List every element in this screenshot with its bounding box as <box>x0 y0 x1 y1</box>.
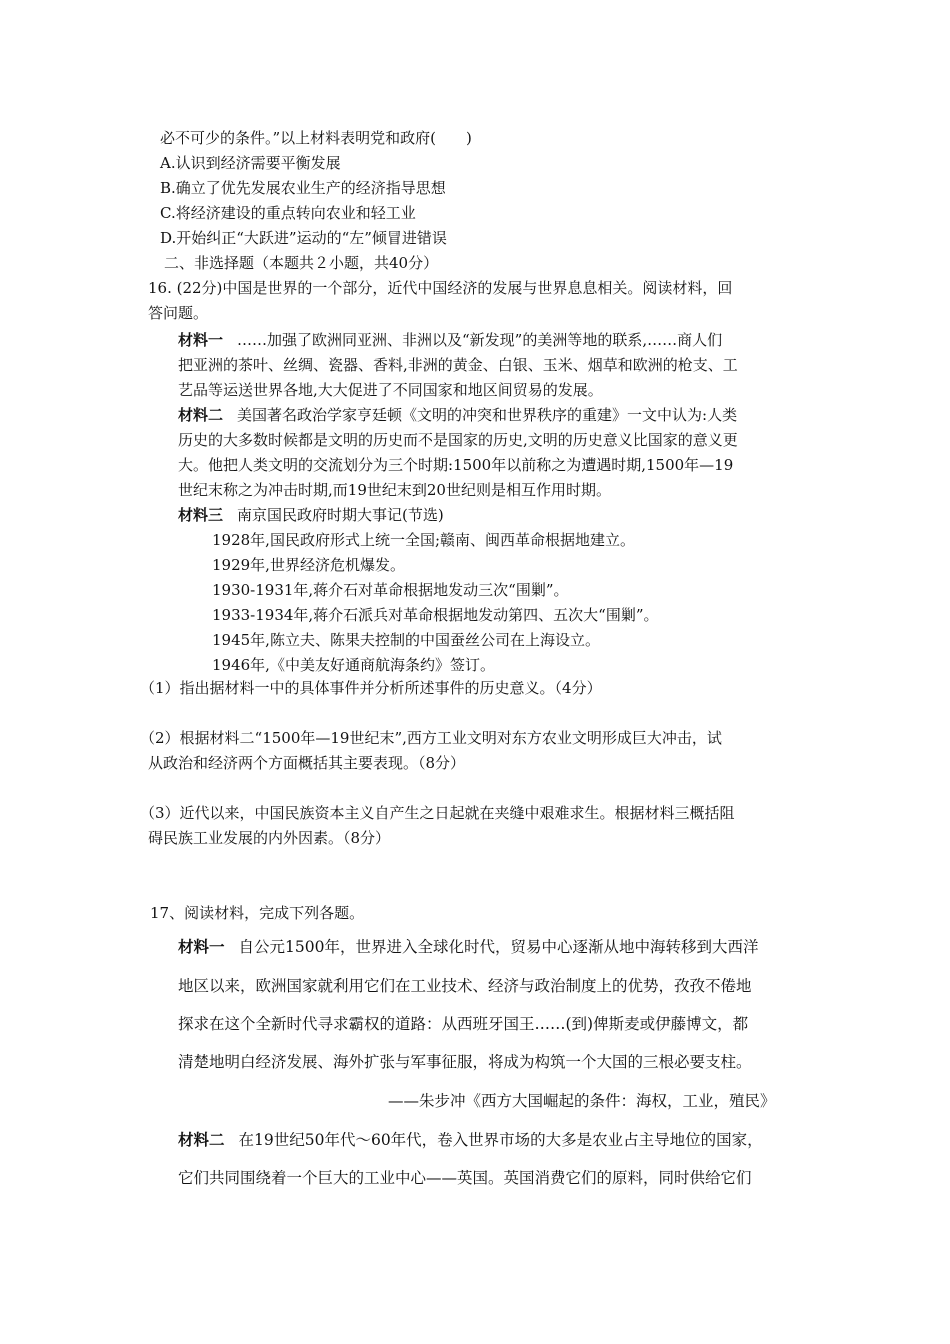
section-heading: 二、非选择题（本题共２小题，共40分） <box>164 254 439 272</box>
q16-event-1929: 1929年,世界经济危机爆发。 <box>212 556 405 574</box>
q17-material1-line4: 清楚地明白经济发展、海外扩张与军事征服，将成为构筑一个大国的三根必要支柱。 <box>178 1053 752 1071</box>
q16-event-1930: 1930-1931年,蒋介石对革命根据地发动三次“围剿”。 <box>212 581 569 599</box>
q17-material1-line3: 探求在这个全新时代寻求霸权的道路：从西班牙国王……(到)俾斯麦或伊藤博文，都 <box>178 1015 749 1033</box>
q16-material2-line1 <box>178 405 737 425</box>
q16-material2-label: 材料二 <box>178 406 224 424</box>
q17-material1-source: ——朱步冲《西方大国崛起的条件：海权，工业，殖民》 <box>388 1092 776 1110</box>
q17-material1-line2: 地区以来，欧洲国家就利用它们在工业技术、经济与政治制度上的优势，孜孜不倦地 <box>178 977 752 995</box>
q17-material1-text: 自公元1500年，世界进入全球化时代，贸易中心逐渐从地中海转移到大西洋 <box>238 938 759 956</box>
q16-material3-title-line <box>178 505 444 525</box>
q16-stem-line1: 16. (22分)中国是世界的一个部分，近代中国经济的发展与世界息息相关。阅读材料，回 <box>148 279 733 297</box>
q16-material1-line2: 把亚洲的茶叶、丝绸、瓷器、香料,非洲的黄金、白银、玉米、烟草和欧洲的枪支、工 <box>178 356 738 374</box>
q17-material2-label: 材料二 <box>178 1130 225 1149</box>
q17-stem: 17、阅读材料，完成下列各题。 <box>150 904 365 922</box>
q16-subquestion-2-line2: 从政治和经济两个方面概括其主要表现。（8分） <box>148 754 466 772</box>
q16-material1-line1 <box>178 330 722 350</box>
q15-option-a: A.认识到经济需要平衡发展 <box>160 154 341 172</box>
q16-stem-line2: 答问题。 <box>148 304 209 322</box>
q16-event-1933: 1933-1934年,蒋介石派兵对革命根据地发动第四、五次大“围剿”。 <box>212 606 659 624</box>
q15-option-c: C.将经济建设的重点转向农业和轻工业 <box>160 204 416 222</box>
q17-material1-line1 <box>178 937 758 957</box>
q16-event-1946: 1946年,《中美友好通商航海条约》签订。 <box>212 656 495 674</box>
q16-material2-line2: 历史的大多数时候都是文明的历史而不是国家的历史,文明的历史意义比国家的意义更 <box>178 431 738 449</box>
q16-material1-label: 材料一 <box>178 331 224 349</box>
q17-material2-text: 在19世纪50年代～60年代，卷入世界市场的大多是农业占主导地位的国家， <box>238 1131 763 1149</box>
q16-material1-text: ……加强了欧洲同亚洲、非洲以及“新发现”的美洲等地的联系,……商人们 <box>237 331 723 349</box>
q16-subquestion-3-line1: （3）近代以来，中国民族资本主义自产生之日起就在夹缝中艰难求生。根据材料三概括阻 <box>140 804 735 822</box>
q17-material1-label: 材料一 <box>178 937 225 956</box>
q16-event-1928: 1928年,国民政府形式上统一全国;赣南、闽西革命根据地建立。 <box>212 531 635 549</box>
q16-material1-line3: 艺品等运送世界各地,大大促进了不同国家和地区间贸易的发展。 <box>178 381 603 399</box>
q16-subquestion-1: （1）指出据材料一中的具体事件并分析所述事件的历史意义。（4分） <box>140 679 602 697</box>
q15-option-d: D.开始纠正“大跃进”运动的“左”倾冒进错误 <box>160 229 447 247</box>
q17-material2-line2: 它们共同围绕着一个巨大的工业中心——英国。英国消费它们的原料，同时供给它们 <box>178 1169 752 1187</box>
q16-event-1945: 1945年,陈立夫、陈果夫控制的中国蚕丝公司在上海设立。 <box>212 631 600 649</box>
q16-material2-text: 美国著名政治学家亨廷顿《文明的冲突和世界秩序的重建》一文中认为:人类 <box>237 406 738 424</box>
q17-material2-line1 <box>178 1130 763 1150</box>
q16-material3-label: 材料三 <box>178 506 224 524</box>
q16-subquestion-3-line2: 碍民族工业发展的内外因素。（8分） <box>148 829 391 847</box>
q15-option-b: B.确立了优先发展农业生产的经济指导思想 <box>160 179 446 197</box>
q15-stem-tail: 必不可少的条件。”以上材料表明党和政府( ) <box>160 129 472 147</box>
q16-material3-title: 南京国民政府时期大事记(节选) <box>237 506 444 524</box>
q16-material2-line3: 大。他把人类文明的交流划分为三个时期:1500年以前称之为遭遇时期,1500年—19 <box>178 456 734 474</box>
q16-subquestion-2-line1: （2）根据材料二“1500年—19世纪末”,西方工业文明对东方农业文明形成巨大冲击，试 <box>140 729 722 747</box>
q16-material2-line4: 世纪末称之为冲击时期,而19世纪末到20世纪则是相互作用时期。 <box>178 481 611 499</box>
